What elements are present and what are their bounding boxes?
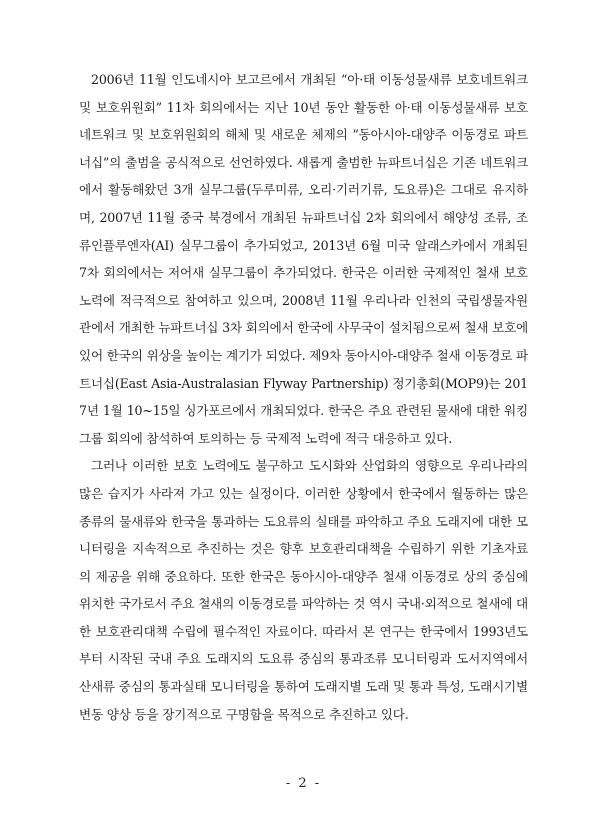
paragraph-research-purpose: 그러나 이러한 보호 노력에도 불구하고 도시화와 산업화의 영향으로 우리나라의 많은 습지가 사라져 가고 있는 실정이다. 이러한 상황에서 한국에서 월동하는 많은 종류의 물새류와 한국을 통과하는 도요류의 실태를 파악하고 주요 도래지에 대한 모니터링을 지속적으로 추진하는 것은 향후 보호관리대책을 수립하기 위한 기초자료의 제공을 위해 중요하다. 또한 한국은 동아시아-대양주 철새 이동경로 상의 중심에 위치한 국가로서 주요 철새의 이동경로를 파악하는 것 역시 국내·외적으로 철새에 대한 보호관리대책 수립에 필수적인 자료이다. 따라서 본 연구는 한국에서 1993년도부터 시작된 국내 주요 도래지의 도요류 중심의 통과조류 모니터링과 도서지역에서 산새류 중심의 통과실태 모니터링을 통하여 도래지별 도래 및 통과 특성, 도래시기별 변동 양상 등을 장기적으로 구명함을 목적으로 추진하고 있다. bbox=[79, 458, 528, 722]
page-number: - 2 - bbox=[285, 776, 322, 791]
body-text bbox=[79, 66, 528, 728]
paragraph-partnership-history: 2006년 11월 인도네시아 보고르에서 개최된 “아·태 이동성물새류 보호네트워크 및 보호위원회” 11차 회의에서는 지난 10년 동안 활동한 아·태 이동성물새류 보호네트워크 및 보호위원회의 해체 및 새로운 체제의 “동아시아-대양주 이동경로 파트너십”의 출범을 공식적으로 선언하였다. 새롭게 출범한 뉴파트너십은 기존 네트워크에서 활동해왔던 3개 실무그룹(두루미류, 오리·기러기류, 도요류)은 그대로 유지하며, 2007년 11월 중국 북경에서 개최된 뉴파트너십 2차 회의에서 해양성 조류, 조류인플루엔자(AI) 실무그룹이 추가되었고, 2013년 6월 미국 알래스카에서 개최된 7차 회의에서는 저어새 실무그룹이 추가되었다. 한국은 이러한 국제적인 철새 보호노력에 적극적으로 참여하고 있으며, 2008년 11월 우리나라 인천의 국립생물자원관에서 개최한 뉴파트너십 3차 회의에서 한국에 사무국이 설치됨으로써 철새 보호에 있어 한국의 위상을 높이는 계기가 되었다. 제9차 동아시아-대양주 철새 이동경로 파트너십(East Asia-Australasian Flyway Partnership) 정기총회(MOP9)는 2017년 1월 10~15일 싱가포르에서 개최되었다. 한국은 주요 관련된 물새에 대한 워킹그룹 회의에 참석하여 토의하는 등 국제적 노력에 적극 대응하고 있다. bbox=[79, 72, 528, 446]
